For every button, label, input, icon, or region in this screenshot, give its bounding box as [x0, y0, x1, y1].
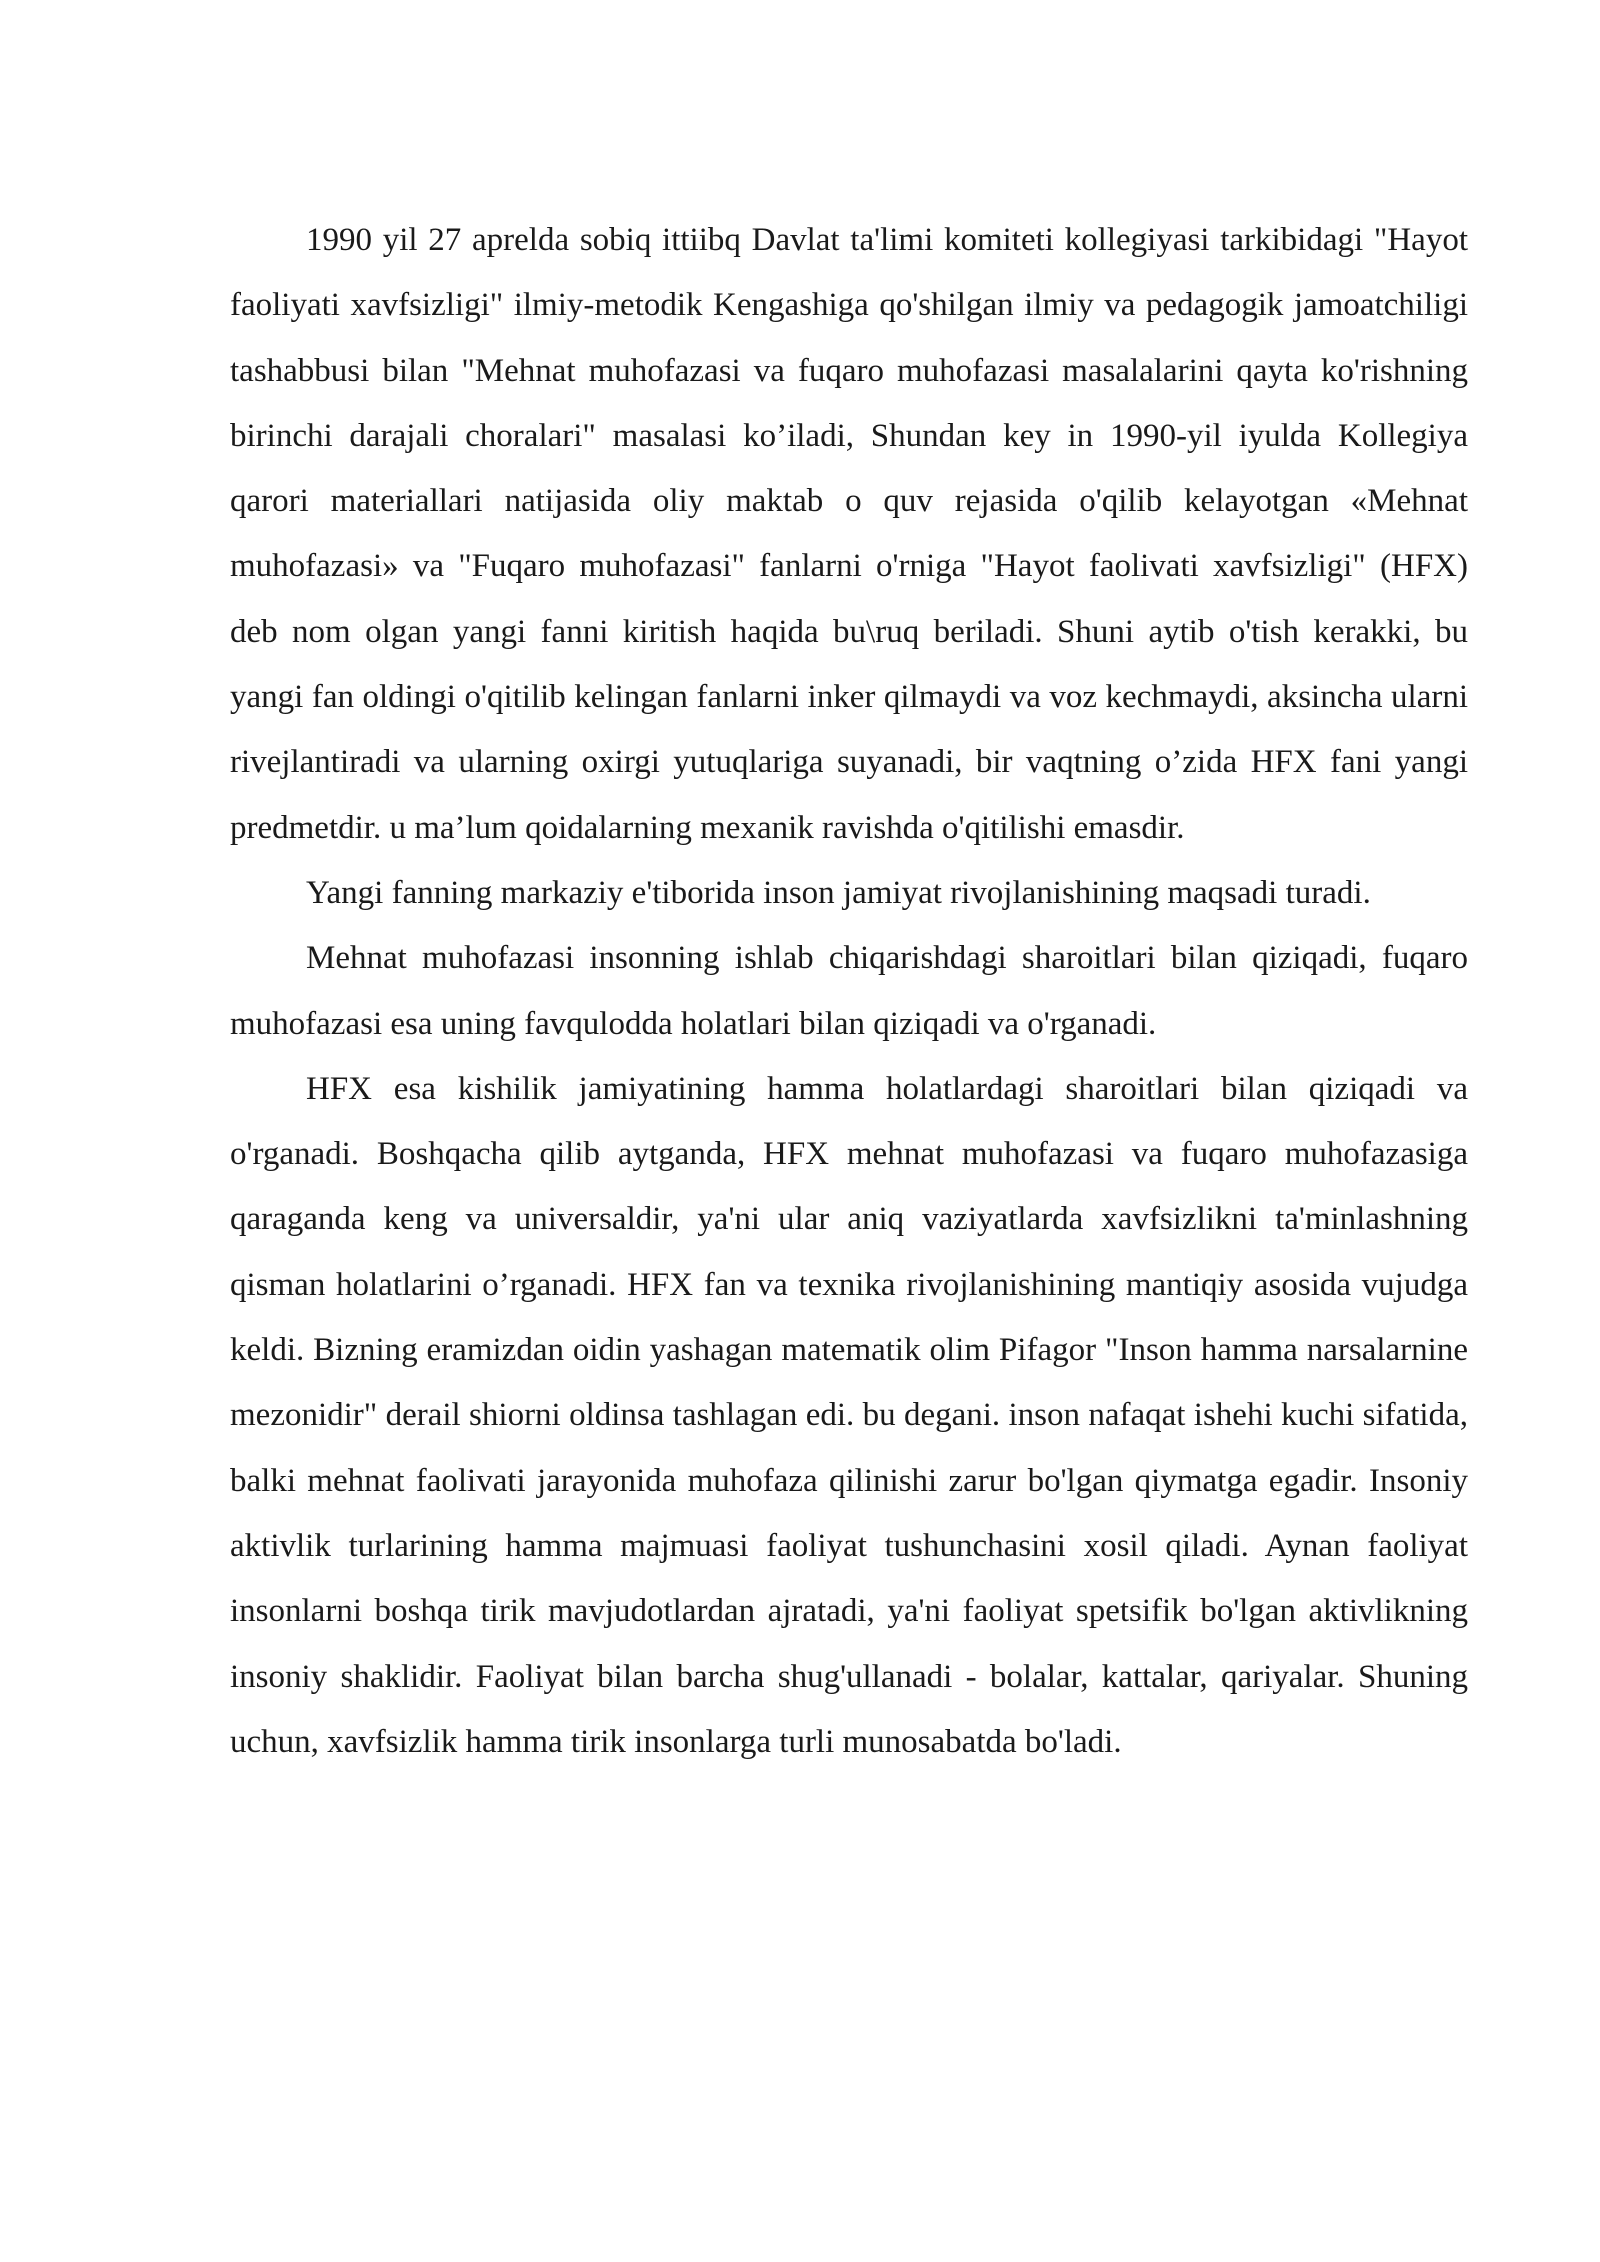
paragraph-1: 1990 yil 27 aprelda sobiq ittiibq Davlat ta'limi komiteti kollegiyasi tarkibidagi "Hayot faoliyati xavfsizligi" ilmiy-metodik Kengashiga qo'shilgan ilmiy va pedagogik jamoatchiligi tashabbusi bilan "Mehnat muhofazasi va fuqaro muhofazasi masalalarini qayta ko'rishning birinchi darajali choralari" masalasi ko’iladi, Shundan key in 1990-yil iyulda Kollegiya qarori materiallari natijasida oliy maktab o quv rejasida o'qilib kelayotgan «Mehnat muhofazasi» va "Fuqaro muhofazasi" fanlarni o'rniga "Hayot faolivati xavfsizligi" (HFX) deb nom olgan yangi fanni kiritish haqida bu\ruq beriladi. Shuni aytib o'tish kerakki, bu yangi fan oldingi o'qitilib kelingan fanlarni inker qilmaydi va voz kechmaydi, aksincha ularni rivejlantiradi va ularning oxirgi yutuqlariga suyanadi, bir vaqtning o’zida HFX fani yangi predmetdir. u ma’lum qoidalarning mexanik ravishda o'qitilishi emasdir. — [230, 222, 1468, 846]
document-body — [230, 208, 1468, 1775]
paragraph-2: Yangi fanning markaziy e'tiborida inson jamiyat rivojlanishining maqsadi turadi. — [306, 874, 1371, 911]
paragraph-4: HFX esa kishilik jamiyatining hamma holatlardagi sharoitlari bilan qiziqadi va o'rganadi. Boshqacha qilib aytganda, HFX mehnat muhofazasi va fuqaro muhofazasiga qaraganda keng va universaldir, ya'ni ular aniq vaziyatlarda xavfsizlikni ta'minlashning qisman holatlarini o’rganadi. HFX fan va texnika rivojlanishining mantiqiy asosida vujudga keldi. Bizning eramizdan oidin yashagan matematik olim Pifagor "Inson hamma narsalarnine mezonidir" derail shiorni oldinsa tashlagan edi. bu degani. inson nafaqat ishehi kuchi sifatida, balki mehnat faolivati jarayonida muhofaza qilinishi zarur bo'lgan qiymatga egadir. Insoniy aktivlik turlarining hamma majmuasi faoliyat tushunchasini xosil qiladi. Aynan faoliyat insonlarni boshqa tirik mavjudotlardan ajratadi, ya'ni faoliyat spetsifik bo'lgan aktivlikning insoniy shaklidir. Faoliyat bilan barcha shug'ullanadi - bolalar, kattalar, qariyalar. Shuning uchun, xavfsizlik hamma tirik insonlarga turli munosabatda bo'ladi. — [230, 1070, 1468, 1760]
paragraph-3: Mehnat muhofazasi insonning ishlab chiqarishdagi sharoitlari bilan qiziqadi, fuqaro muhofazasi esa uning favqulodda holatlari bilan qiziqadi va o'rganadi. — [230, 940, 1468, 1042]
